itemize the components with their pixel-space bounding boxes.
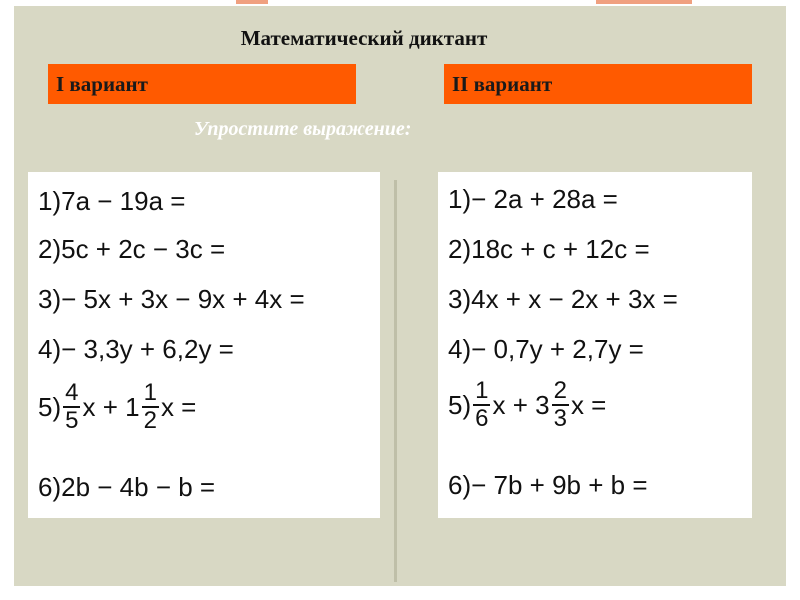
v2-item-1: 1) − 2a + 28a = (448, 184, 618, 214)
v2-item-4: 4) − 0,7y + 2,7y = (448, 334, 644, 364)
v2-item-3: 3) 4x + x − 2x + 3x = (448, 284, 678, 314)
v1-item-5: 5) $\frac{4}{5}$ x + 1 $\frac{1}{2}$ x = (38, 379, 197, 434)
variant-2-header: II вариант (444, 64, 752, 104)
v1-item-5-fraction-1: $\frac{4}{5}$ (65, 379, 79, 434)
v1-item-1: 1) 7a − 19a = (38, 186, 186, 216)
v1-item-5-fraction-2: $\frac{1}{2}$ (143, 379, 157, 434)
variant-1-card (28, 172, 380, 518)
v1-item-4: 4) − 3,3y + 6,2y = (38, 334, 234, 364)
slide (14, 6, 786, 586)
v2-item-2: 2) 18c + c + 12c = (448, 234, 650, 264)
v2-item-6: 6) − 7b + 9b + b = (448, 470, 648, 500)
v2-item-5-fraction-2: $\frac{2}{3}$ (553, 377, 567, 432)
top-decor-right (596, 0, 692, 4)
instruction-text: Упростите выражение: (194, 118, 412, 140)
column-divider (394, 180, 397, 582)
slide-title: Математический диктант (240, 26, 488, 50)
v2-item-5-fraction-1: $\frac{1}{6}$ (475, 377, 489, 432)
top-decor-left (236, 0, 268, 4)
v1-item-6: 6) 2b − 4b − b = (38, 472, 216, 502)
v1-item-3: 3) − 5x + 3x − 9x + 4x = (38, 284, 305, 314)
variant-2-card (438, 172, 752, 518)
v1-item-2: 2) 5c + 2c − 3c = (38, 234, 226, 264)
v2-item-5: 5) $\frac{1}{6}$ x + 3 $\frac{2}{3}$ x = (448, 377, 607, 432)
variant-1-header: I вариант (48, 64, 356, 104)
